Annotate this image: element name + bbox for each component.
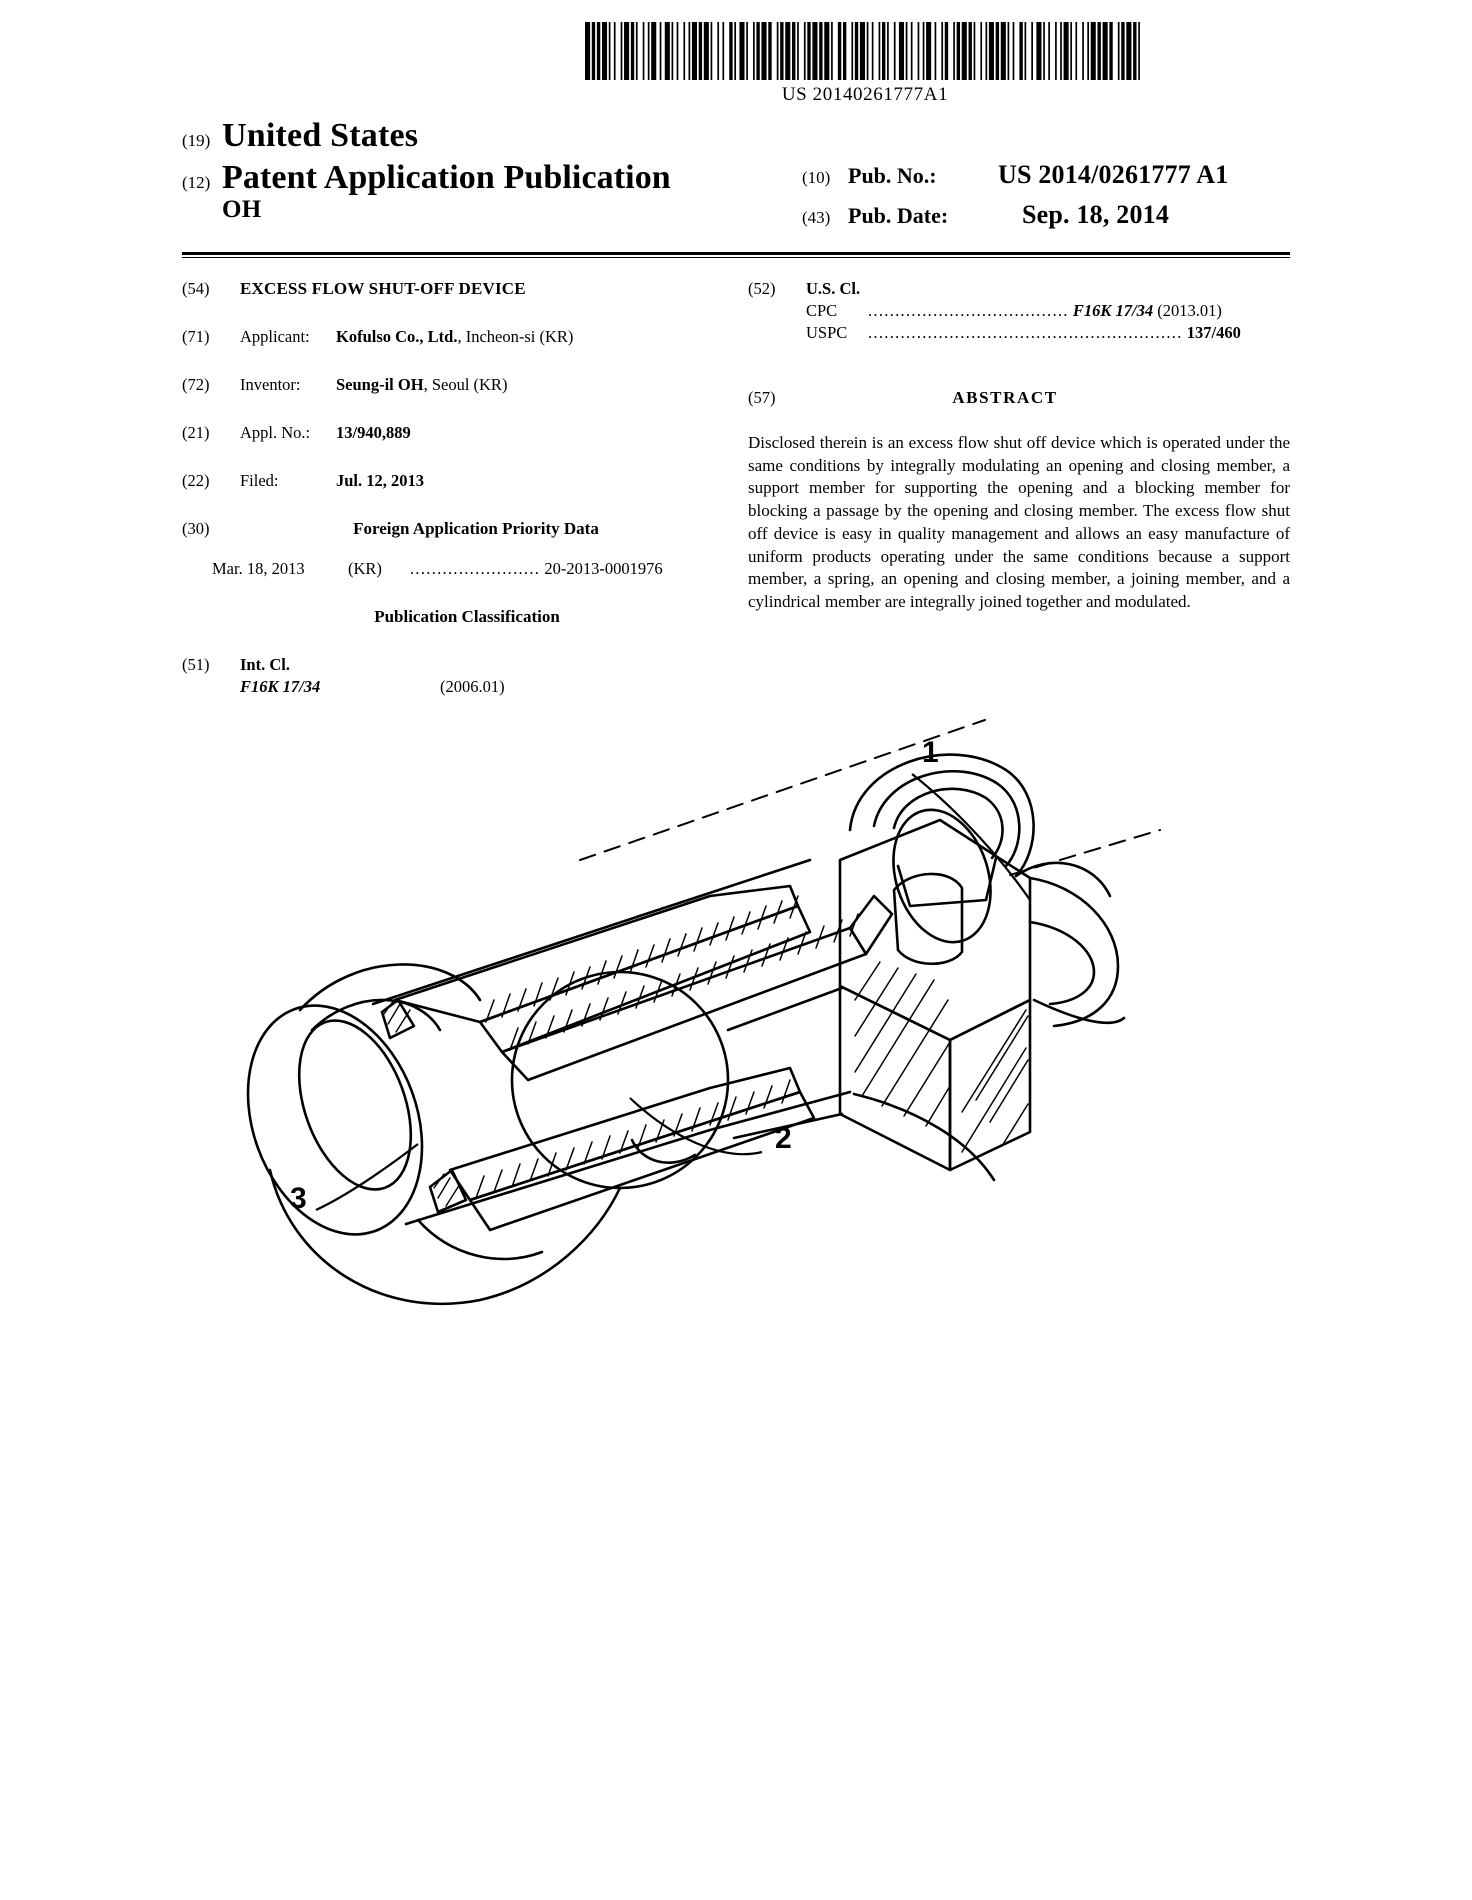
pub-date-value: Sep. 18, 2014 bbox=[1022, 200, 1170, 230]
cpc-row bbox=[806, 300, 1290, 322]
field-abstract bbox=[748, 387, 1290, 409]
inid-72: (72) bbox=[182, 375, 210, 395]
pub-date-row bbox=[802, 200, 1292, 230]
inid-10: (10) bbox=[802, 168, 831, 188]
reference-numeral-2: 2 bbox=[775, 1122, 792, 1155]
inid-30: (30) bbox=[182, 518, 210, 538]
pub-no-row bbox=[802, 160, 1292, 190]
us-cl-content bbox=[806, 278, 1290, 343]
barcode-block bbox=[585, 22, 1145, 106]
publication-type: Patent Application Publication bbox=[222, 159, 671, 197]
field-appl-no bbox=[182, 422, 712, 444]
appl-no-label: Appl. No.: bbox=[240, 422, 311, 442]
uspc-row bbox=[806, 322, 1290, 344]
header-rule-thick bbox=[182, 252, 1290, 255]
applicant-content bbox=[240, 326, 712, 348]
leader-3 bbox=[316, 1144, 418, 1210]
field-foreign-priority bbox=[182, 518, 712, 540]
lower-left-nub bbox=[430, 1170, 466, 1212]
field-filed bbox=[182, 470, 712, 492]
int-cl-label: Int. Cl. bbox=[240, 655, 290, 675]
right-hex-block-front bbox=[840, 986, 950, 1170]
bibliographic-left-column bbox=[182, 278, 712, 724]
bibliographic-right-column bbox=[748, 278, 1290, 614]
appl-no-content bbox=[240, 422, 712, 444]
foreign-priority-entry bbox=[212, 558, 712, 580]
upper-cut-plate-edge bbox=[480, 906, 810, 1052]
priority-dot-leader: ........................ bbox=[410, 558, 541, 578]
filed-label: Filed: bbox=[240, 470, 279, 490]
left-lower-sweep bbox=[270, 1170, 620, 1304]
uspc-code: 137/460 bbox=[1186, 322, 1241, 342]
int-cl-version: (2006.01) bbox=[440, 676, 505, 696]
country-row bbox=[182, 118, 1290, 154]
inid-21: (21) bbox=[182, 422, 210, 442]
field-int-cl bbox=[182, 654, 712, 698]
uspc-dot-leader: .......................................................... bbox=[868, 322, 1183, 342]
applicant-label: Applicant: bbox=[240, 327, 310, 347]
us-cl-label: U.S. Cl. bbox=[806, 279, 861, 298]
appl-no-value: 13/940,889 bbox=[336, 422, 411, 442]
abstract-text: Disclosed therein is an excess flow shut off device which is operated under the same conditions by integrally modulating an opening and closing member, a support member for supporting the opening and a blocking member for blocking a passage by the opening and closing member. The excess flow shut off device is easy in quality management and allows an easy manufacture of uniform products operating under the same conditions because a support member, a spring, an opening and closing member, a joining member, and a cylindrical member are integrally joined together and modulated. bbox=[748, 432, 1290, 612]
left-cap-top-edge bbox=[300, 964, 480, 1010]
inid-57: (57) bbox=[748, 388, 776, 408]
field-inventor bbox=[182, 374, 712, 396]
inventor-content bbox=[240, 374, 712, 396]
top-cap-bore bbox=[894, 789, 1003, 858]
cpc-code: F16K 17/34 bbox=[1072, 300, 1154, 320]
left-cap-outer bbox=[218, 981, 453, 1259]
inventor-label: Inventor: bbox=[240, 375, 301, 395]
left-bore-lip bbox=[312, 1000, 440, 1030]
left-bore-ellipse bbox=[278, 1005, 432, 1205]
inid-71: (71) bbox=[182, 327, 210, 347]
abstract-heading: ABSTRACT bbox=[952, 388, 1058, 408]
pub-no-label: Pub. No.: bbox=[848, 163, 937, 189]
inventor-surname: OH bbox=[222, 196, 262, 224]
int-cl-code: F16K 17/34 bbox=[240, 676, 321, 696]
left-lower-inner bbox=[418, 1220, 542, 1259]
inventor-name: Seung-il OH bbox=[336, 375, 424, 395]
pub-no-value: US 2014/0261777 A1 bbox=[998, 160, 1229, 190]
priority-country-code: (KR) bbox=[348, 558, 382, 578]
foreign-priority-heading: Foreign Application Priority Data bbox=[353, 518, 599, 538]
invention-title: EXCESS FLOW SHUT-OFF DEVICE bbox=[240, 279, 526, 298]
barcode-number: US 20140261777A1 bbox=[781, 84, 949, 105]
applicant-location: , Incheon-si (KR) bbox=[457, 327, 574, 347]
right-hex-block bbox=[840, 820, 1030, 1040]
page-header bbox=[182, 117, 1290, 230]
uspc-key: USPC bbox=[806, 322, 848, 342]
field-title bbox=[182, 278, 712, 300]
field-applicant bbox=[182, 326, 712, 348]
priority-date: Mar. 18, 2013 bbox=[212, 558, 305, 578]
slab-endcap bbox=[850, 896, 892, 954]
applicant-name: Kofulso Co., Ltd. bbox=[336, 327, 458, 347]
publication-classification-heading: Publication Classification bbox=[374, 606, 560, 626]
filed-content bbox=[240, 470, 712, 492]
inid-22: (22) bbox=[182, 470, 210, 490]
filed-value: Jul. 12, 2013 bbox=[336, 470, 425, 490]
cpc-version: (2013.01) bbox=[1157, 300, 1222, 320]
inid-54: (54) bbox=[182, 279, 210, 298]
pub-date-label: Pub. Date: bbox=[848, 203, 949, 229]
right-flange-inner bbox=[1030, 922, 1094, 1004]
reference-numeral-1: 1 bbox=[922, 736, 939, 769]
inid-52: (52) bbox=[748, 279, 776, 298]
barcode-image bbox=[585, 22, 1145, 80]
hatch-right-block bbox=[855, 962, 1028, 1152]
header-rule-thin bbox=[182, 257, 1290, 258]
inid-19: (19) bbox=[182, 131, 211, 150]
link-upper bbox=[728, 988, 842, 1030]
reference-numeral-3: 3 bbox=[290, 1182, 307, 1215]
cap-barrel-base bbox=[898, 858, 996, 906]
int-cl-row bbox=[240, 676, 712, 698]
country-name: United States bbox=[222, 117, 419, 154]
lower-cut-plate-edge bbox=[470, 1092, 814, 1230]
field-us-cl bbox=[748, 278, 1290, 343]
patent-figure bbox=[150, 700, 1330, 1500]
publication-identity bbox=[802, 160, 1292, 230]
cpc-dot-leader: ..................................... bbox=[868, 300, 1069, 320]
inid-51: (51) bbox=[182, 655, 210, 675]
inid-43: (43) bbox=[802, 208, 831, 228]
inid-12: (12) bbox=[182, 173, 211, 193]
cpc-key: CPC bbox=[806, 300, 838, 320]
bottom-right-outline bbox=[854, 1094, 994, 1180]
int-cl-content bbox=[240, 654, 712, 698]
long-slab bbox=[502, 928, 866, 1080]
priority-application-number: 20-2013-0001976 bbox=[544, 558, 663, 578]
inventor-location: , Seoul (KR) bbox=[423, 375, 508, 395]
figure-drawing bbox=[150, 700, 1330, 1500]
